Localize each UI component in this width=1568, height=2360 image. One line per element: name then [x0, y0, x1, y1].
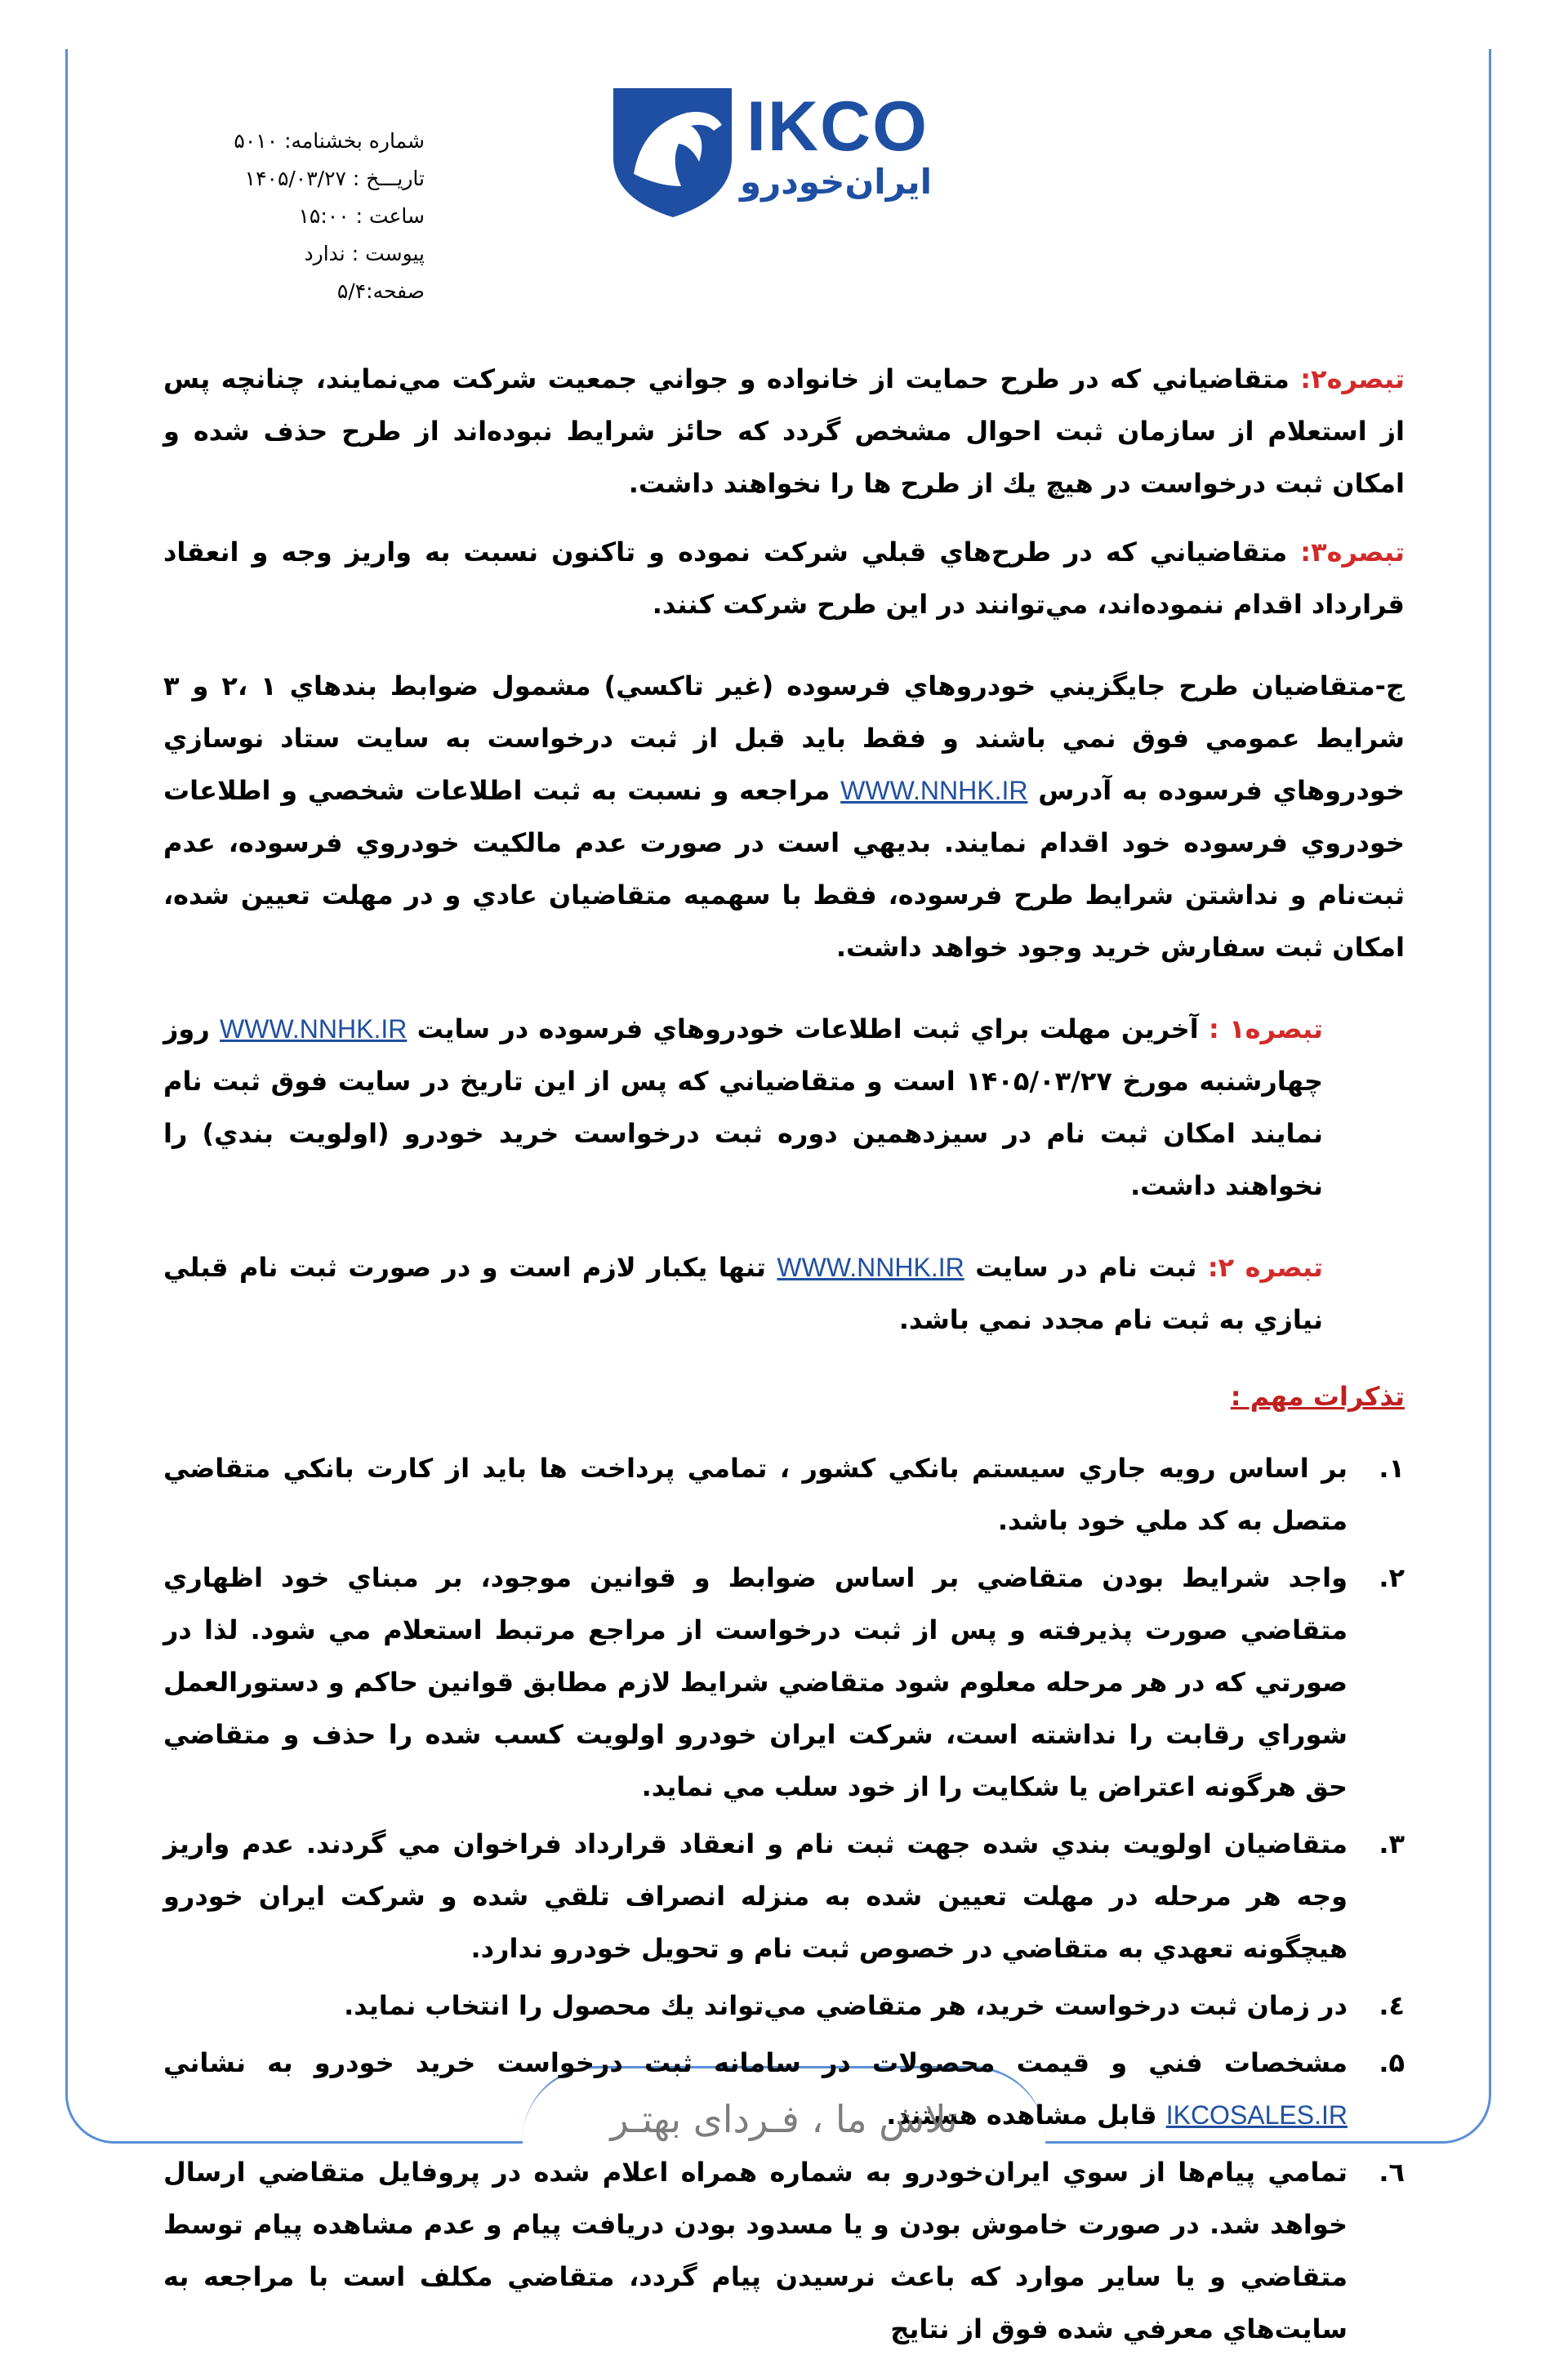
list-item: ٦. تمامي پيام‌ها از سوي ايران‌خودرو به شماره همراه اعلام شده در پروفايل متقاضي ارسال خواهد شد. در صورت خاموش بودن و يا مسدود بودن دريافت پيام و عدم مشاهده پيام توسط متقاضي و يا ساير موارد كه باعث نرسيدن پيام گردد، متقاضي مكلف است با مراجعه به سايت‌هاي معرفي شده فوق از نتايج: [163, 2157, 1405, 2344]
note-2: [163, 353, 1405, 510]
note-3: [163, 526, 1405, 630]
c-note-1-label: تبصره۱ :: [1208, 1013, 1324, 1044]
c-note-2-label: تبصره ۲:: [1207, 1252, 1324, 1283]
meta-page: صفحه:۵/۴: [336, 279, 425, 303]
note-2-text: متقاضياني كه در طرح حمايت از خانواده و جواني جمعيت شركت مي‌نمايند، چنانچه پس از استعلام از سازمان ثبت احوال مشخص گردد كه حائز شرايط نبوده‌اند از طرح حذف شده و امكان ثبت درخواست در هيچ يك از طرح ها را نخواهند داشت.: [163, 363, 1405, 499]
nnhk-link[interactable]: WWW.NNHK.IR: [220, 1014, 408, 1044]
ikcosales-link[interactable]: IKCOSALES.IR: [1165, 2100, 1348, 2130]
meta-time: ساعت : ۱۵:۰۰: [298, 204, 425, 228]
document-body: [163, 353, 1405, 2360]
list-item: ۳. متقاضيان اولويت بندي شده جهت ثبت نام و انعقاد قرارداد فراخوان مي گردند. عدم واريز وجه هر مرحله در مهلت تعيين شده به منزله انصراف تلقي شده و شركت ايران خودرو هيچگونه تعهدي به متقاضي در خصوص ثبت نام و تحويل خودرو ندارد.: [163, 1828, 1405, 1964]
list-item: ۲. واجد شرايط بودن متقاضي بر اساس ضوابط و قوانين موجود، بر مبناي خود اظهاري متقاضي صورت پذيرفته و پس از ثبت درخواست از مراجع مرتبط استعلام مي شود. لذا در صورتي كه در هر مرحله معلوم شود متقاضي شرايط لازم مطابق قوانين حاكم و دستورالعمل شوراي رقابت را نداشته است، شركت ايران خودرو اولويت كسب شده را حذف و متقاضي حق هرگونه اعتراض يا شكايت را از خود سلب مي نمايد.: [163, 1562, 1405, 1802]
list-item: ٤. در زمان ثبت درخواست خريد، هر متقاضي مي‌تواند يك محصول را انتخاب نمايد.: [344, 1990, 1405, 2021]
note-3-text: متقاضياني كه در طرح‌هاي قبلي شركت نموده و تاكنون نسبت به واريز وجه و انعقاد قرارداد اقدام ننموده‌اند، مي‌توانند در اين طرح شركت كنند.: [163, 537, 1405, 620]
note-3-label: تبصره۳:: [1300, 537, 1405, 568]
logo-persian: ایران‌خودرو: [740, 162, 932, 202]
footer-slogan: تلاش ما ، فـردای بهتـر: [610, 2097, 958, 2141]
meta-date: تاریـــخ : ۱۴۰۵/۰۳/۲۷: [244, 167, 425, 190]
logo-latin: IKCO: [746, 87, 929, 166]
nnhk-link[interactable]: WWW.NNHK.IR: [840, 776, 1028, 805]
c-note-1: تبصره۱ : آخرين مهلت براي ثبت اطلاعات خودروهاي فرسوده در سايت WWW.NNHK.IR روز چهارشنبه مورخ ۱۴۰۵/۰۳/۲۷ است و متقاضياني كه پس از اين تاريخ در سايت فوق ثبت نام نمايند امكان ثبت نام در سيزدهمين دوره ثبت درخواست خريد خودرو (اولويت بندي) را نخواهند داشت.: [163, 1013, 1324, 1201]
important-notes-list: [163, 1442, 1405, 2355]
important-notes-heading: تذكرات مهم :: [1230, 1381, 1405, 1412]
letter-meta: [163, 122, 425, 310]
list-item: ۵. مشخصات فني و قيمت محصولات در سامانه ثبت درخواست خريد خودرو به نشاني IKCOSALES.IR قابل مشاهده هستند.: [163, 2047, 1405, 2131]
ikco-logo: [609, 80, 952, 219]
c-note-2: تبصره ۲: ثبت نام در سايت WWW.NNHK.IR تنها يكبار لازم است و در صورت ثبت نام قبلي نيازي به ثبت نام مجدد نمي باشد.: [163, 1252, 1324, 1335]
nnhk-link[interactable]: WWW.NNHK.IR: [777, 1253, 964, 1282]
section-c: ج-متقاضيان طرح جايگزيني خودروهاي فرسوده (غير تاكسي) مشمول ضوابط بندهاي ۱ ،۲ و ۳ شرايط عمومي فوق نمي باشند و فقط بايد قبل از ثبت درخواست به سايت ستاد نوسازي خودروهاي فرسوده به آدرس WWW.NNHK.IR مراجعه و نسبت به ثبت اطلاعات شخصي و اطلاعات خودروي فرسوده خود اقدام نمايند. بديهي است در صورت عدم مالكيت خودروي فرسوده، عدم ثبت‌نام و نداشتن شرايط طرح فرسوده، فقط با سهميه متقاضيان عادي و در مهلت تعيين شده، امكان ثبت سفارش خريد وجود خواهد داشت.: [163, 670, 1405, 963]
meta-number: شماره بخشنامه: ۵۰۱۰: [234, 129, 425, 153]
note-2-label: تبصره۲:: [1300, 363, 1405, 394]
meta-attachment: پیوست : ندارد: [304, 242, 425, 265]
list-item: ۱. بر اساس رويه جاري سيستم بانكي كشور ، تمامي پرداخت ها بايد از كارت بانكي متقاضي متصل به كد ملي خود باشد.: [163, 1453, 1405, 1536]
